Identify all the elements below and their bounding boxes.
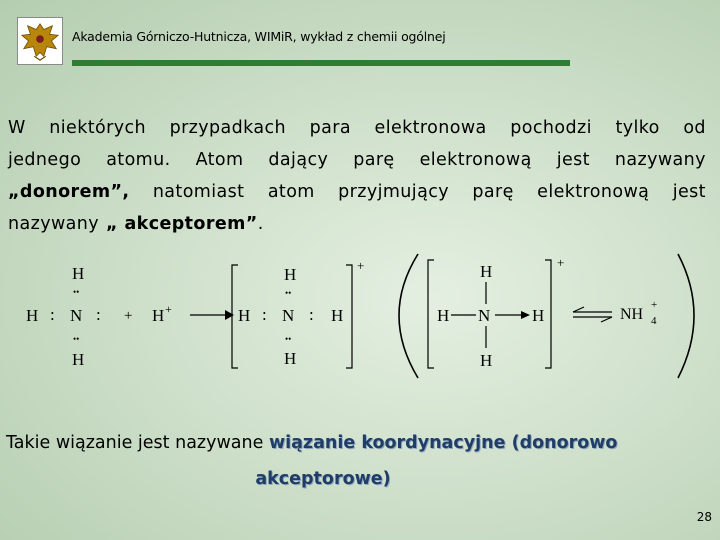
word: Atom: [195, 150, 244, 170]
word: parę: [472, 182, 514, 202]
word: para: [309, 118, 351, 138]
university-logo: [17, 17, 63, 65]
subscript: 4: [651, 315, 657, 327]
electron-pair: ••: [285, 288, 292, 298]
bond-definition: [6, 425, 718, 497]
ammonia-lewis-structure: [26, 264, 101, 369]
definition-paragraph: [8, 112, 706, 240]
atom-h: H: [331, 306, 344, 325]
word: tylko: [615, 118, 660, 138]
period: .: [257, 214, 264, 234]
bond-name-highlight: wiązanie koordynacyjne (donorowo: [268, 433, 618, 453]
plain-text: Takie wiązanie jest nazywane: [6, 433, 264, 453]
bond-definition-line-2: [6, 461, 718, 497]
word: jest: [672, 182, 706, 202]
electron-pair: ••: [285, 334, 292, 344]
word: elektronową: [419, 150, 532, 170]
atom-h: H: [26, 306, 39, 325]
word: nazywany: [614, 150, 706, 170]
paragraph-line-4: [8, 208, 706, 240]
word: niektórych: [49, 118, 146, 138]
product-formula: NH: [620, 306, 644, 323]
ammonium-ion: [620, 299, 657, 327]
plus-sign: +: [124, 308, 133, 324]
paragraph-line-3: [8, 176, 706, 208]
word: jest: [556, 150, 590, 170]
word: elektronową: [537, 182, 650, 202]
atom-h: H: [284, 265, 297, 284]
atom-h: H: [437, 306, 450, 325]
electron-pair: ••: [73, 287, 80, 297]
charge: +: [651, 299, 658, 311]
lone-pair: :: [96, 305, 101, 324]
word: przypadkach: [169, 118, 287, 138]
word: W: [8, 118, 26, 138]
header-title: Akademia Górniczo-Hutnicza, WIMiR, wykład z chemii ogólnej: [72, 29, 446, 44]
atom-h: H: [72, 264, 85, 283]
atom-n: N: [478, 306, 491, 325]
page-number: 28: [696, 510, 712, 524]
paragraph-line-1: [8, 112, 706, 144]
atom-n: N: [70, 306, 83, 325]
charge: +: [557, 255, 565, 270]
electron-pair: ••: [73, 334, 80, 344]
left-parenthesis: [399, 254, 418, 378]
donor-term: „donorem”,: [8, 182, 130, 202]
electron-pair: :: [309, 305, 314, 324]
word: parę: [353, 150, 395, 170]
coordinate-bond-arrow-icon: [495, 311, 530, 319]
word: jednego: [8, 150, 82, 170]
word: przyjmujący: [338, 182, 449, 202]
equilibrium-arrow-icon: [573, 307, 612, 322]
atom-h: H: [532, 306, 545, 325]
right-parenthesis: [678, 254, 694, 378]
word: atom: [267, 182, 315, 202]
word: od: [683, 118, 706, 138]
eagle-emblem-icon: [18, 18, 62, 64]
forward-arrow-icon: [190, 310, 234, 320]
charge: +: [357, 258, 365, 273]
electron-pair: :: [50, 305, 55, 324]
atom-n: N: [282, 306, 295, 325]
atom-h: H: [152, 306, 165, 325]
word: nazywany: [8, 214, 100, 234]
atom-h: H: [72, 350, 85, 369]
bond-definition-line-1: [6, 425, 718, 461]
word: dający: [268, 150, 329, 170]
atom-h: H: [284, 349, 297, 368]
atom-h: H: [238, 306, 251, 325]
atom-h: H: [480, 262, 493, 281]
paragraph-line-2: [8, 144, 706, 176]
header-divider: [72, 60, 570, 66]
electron-pair: :: [262, 305, 267, 324]
bond-name-highlight: akceptorowe): [255, 469, 391, 489]
atom-h: H: [480, 351, 493, 370]
proton: [152, 302, 172, 325]
word: atomu.: [106, 150, 171, 170]
word: natomiast: [152, 182, 245, 202]
ammonium-formation-scheme: [0, 250, 720, 380]
charge: +: [165, 302, 172, 316]
ammonium-lewis-structure: [232, 258, 364, 368]
word: elektronowa: [374, 118, 487, 138]
word: pochodzi: [510, 118, 592, 138]
ammonium-structural-formula: [428, 255, 564, 370]
acceptor-term: „ akceptorem”: [106, 214, 258, 234]
